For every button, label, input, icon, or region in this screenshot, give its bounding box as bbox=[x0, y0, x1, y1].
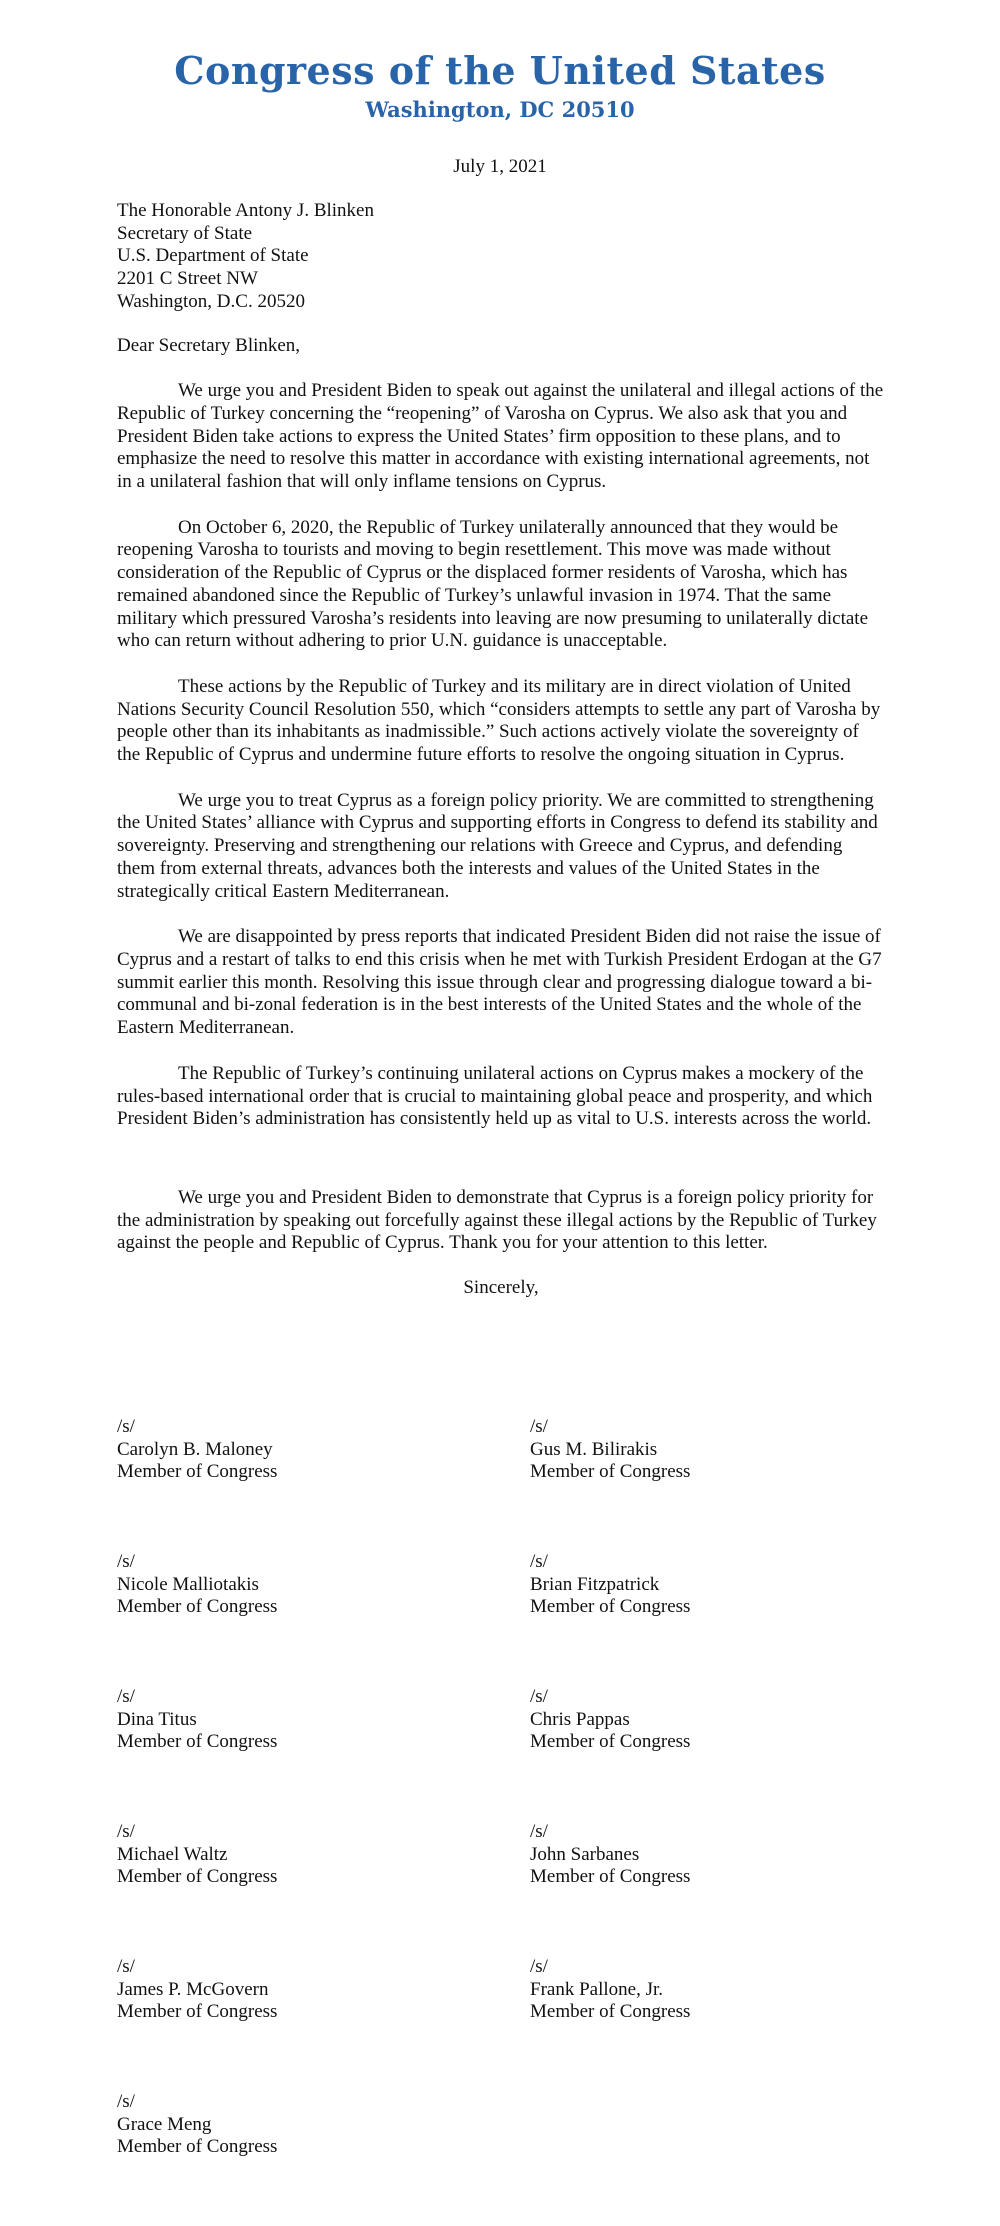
signer-name: Chris Pappas bbox=[530, 1708, 630, 1730]
paragraph: We urge you and President Biden to speak out against the unilateral and illegal actions of the Republic of Turkey concerning the “reopening” of Varosha on Cyprus. We also ask that you and President Biden take actions to express the United States’ firm opposition to these plans, and to emphasize the need to resolve this matter in accordance with existing international agreements, not in a unilateral fashion that will only inflame tensions on Cyprus. bbox=[117, 380, 884, 493]
signer-title: Member of Congress bbox=[530, 1731, 691, 1753]
signature-mark: /s/ bbox=[530, 1551, 548, 1572]
signature-mark: /s/ bbox=[117, 1956, 135, 1977]
signer-title: Member of Congress bbox=[117, 1596, 278, 1618]
signature-mark: /s/ bbox=[117, 1416, 135, 1437]
signer-name: Grace Meng bbox=[117, 2113, 212, 2135]
signer-name: Carolyn B. Maloney bbox=[117, 1438, 273, 1460]
signer-name: Gus M. Bilirakis bbox=[530, 1438, 658, 1460]
letterhead-subtitle: Washington, DC 20510 bbox=[365, 97, 635, 122]
signature-mark: /s/ bbox=[117, 1551, 135, 1572]
signature bbox=[117, 1416, 530, 1551]
recipient-address bbox=[117, 200, 885, 314]
address-line: 2201 C Street NW bbox=[117, 268, 258, 290]
address-line: U.S. Department of State bbox=[117, 245, 309, 267]
signature-row bbox=[117, 1416, 947, 1551]
address-line: Washington, D.C. 20520 bbox=[117, 290, 305, 312]
signature bbox=[117, 1686, 530, 1821]
signer-name: Nicole Malliotakis bbox=[117, 1573, 259, 1595]
salutation: Dear Secretary Blinken, bbox=[117, 334, 301, 356]
signer-name: Michael Waltz bbox=[117, 1843, 228, 1865]
signer-title: Member of Congress bbox=[117, 1461, 278, 1483]
address-line: The Honorable Antony J. Blinken bbox=[117, 200, 374, 221]
signature-row bbox=[117, 1551, 947, 1686]
paragraph: On October 6, 2020, the Republic of Turkey unilaterally announced that they would be reopening Varosha to tourists and moving to begin resettlement. This move was made without consideration of the Republic of Cyprus or the displaced former residents of Varosha, which has remained abandoned since the Republic of Turkey’s unlawful invasion in 1974. That the same military which pressured Varosha’s residents into leaving are now presuming to unilaterally dictate who can return without adhering to prior U.N. guidance is unacceptable. bbox=[117, 516, 869, 652]
signature-mark: /s/ bbox=[530, 1956, 548, 1977]
letter-body bbox=[117, 200, 885, 1300]
signature-mark: /s/ bbox=[117, 1821, 135, 1842]
signature-block bbox=[117, 1416, 947, 2226]
signature-mark: /s/ bbox=[117, 1686, 135, 1707]
signature bbox=[117, 1956, 530, 2091]
signature bbox=[117, 1551, 530, 1686]
paragraph: These actions by the Republic of Turkey and its military are in direct violation of United Nations Security Council Resolution 550, which “considers attempts to settle any part of Varosha by people other than its inhabitants as inadmissible.” Such actions actively violate the sovereignty of the Republic of Cyprus and undermine future efforts to resolve the ongoing situation in Cyprus. bbox=[117, 675, 881, 766]
letterhead bbox=[0, 48, 1000, 124]
signature-mark: /s/ bbox=[530, 1686, 548, 1707]
signature-mark: /s/ bbox=[117, 2091, 135, 2112]
signature bbox=[117, 1821, 530, 1956]
signer-title: Member of Congress bbox=[530, 1461, 691, 1483]
signature bbox=[530, 1686, 943, 1821]
letterhead-title: Congress of the United States bbox=[174, 48, 826, 93]
signature-mark: /s/ bbox=[530, 1416, 548, 1437]
signature-row bbox=[117, 1956, 947, 2091]
closing: Sincerely, bbox=[463, 1277, 539, 1299]
signature bbox=[530, 1416, 943, 1551]
signature-row bbox=[117, 2091, 947, 2226]
paragraph: We urge you and President Biden to demonstrate that Cyprus is a foreign policy priority for the administration by speaking out forcefully against these illegal actions by the Republic of Turkey against the people and Republic of Cyprus. Thank you for your attention to this letter. bbox=[117, 1186, 877, 1254]
paragraph: We urge you to treat Cyprus as a foreign policy priority. We are committed to strengthening the United States’ alliance with Cyprus and supporting efforts in Congress to defend its stability and sovereignty. Preserving and strengthening our relations with Greece and Cyprus, and defending them from external threats, advances both the interests and values of the United States in the strategically critical Eastern Mediterranean. bbox=[117, 789, 878, 902]
signature bbox=[530, 1551, 943, 1686]
paragraph: We are disappointed by press reports that indicated President Biden did not raise the issue of Cyprus and a restart of talks to end this crisis when he met with Turkish President Erdogan at the G7 summit earlier this month. Resolving this issue through clear and progressing dialogue toward a bi-communal and bi-zonal federation is in the best interests of the United States and the whole of the Eastern Mediterranean. bbox=[117, 926, 882, 1039]
letter-date: July 1, 2021 bbox=[453, 156, 547, 177]
signature bbox=[530, 1956, 943, 2091]
signature-mark: /s/ bbox=[530, 1821, 548, 1842]
signer-name: Frank Pallone, Jr. bbox=[530, 1978, 663, 2000]
signer-title: Member of Congress bbox=[117, 1866, 278, 1888]
signer-name: Dina Titus bbox=[117, 1708, 197, 1730]
signer-title: Member of Congress bbox=[530, 1596, 691, 1618]
signer-title: Member of Congress bbox=[530, 1866, 691, 1888]
signer-name: James P. McGovern bbox=[117, 1978, 269, 2000]
signer-title: Member of Congress bbox=[530, 2001, 691, 2023]
signature bbox=[530, 1821, 943, 1956]
address-line: Secretary of State bbox=[117, 222, 253, 244]
signer-title: Member of Congress bbox=[117, 1731, 278, 1753]
signer-name: John Sarbanes bbox=[530, 1843, 640, 1865]
signature bbox=[117, 2091, 530, 2226]
paragraph: The Republic of Turkey’s continuing unilateral actions on Cyprus makes a mockery of the rules-based international order that is crucial to maintaining global peace and prosperity, and which President Biden’s administration has consistently held up as vital to U.S. interests across the world. bbox=[117, 1062, 873, 1130]
signature-row bbox=[117, 1686, 947, 1821]
signer-title: Member of Congress bbox=[117, 2001, 278, 2023]
signer-name: Brian Fitzpatrick bbox=[530, 1573, 660, 1595]
signature-row bbox=[117, 1821, 947, 1956]
signer-title: Member of Congress bbox=[117, 2136, 278, 2158]
